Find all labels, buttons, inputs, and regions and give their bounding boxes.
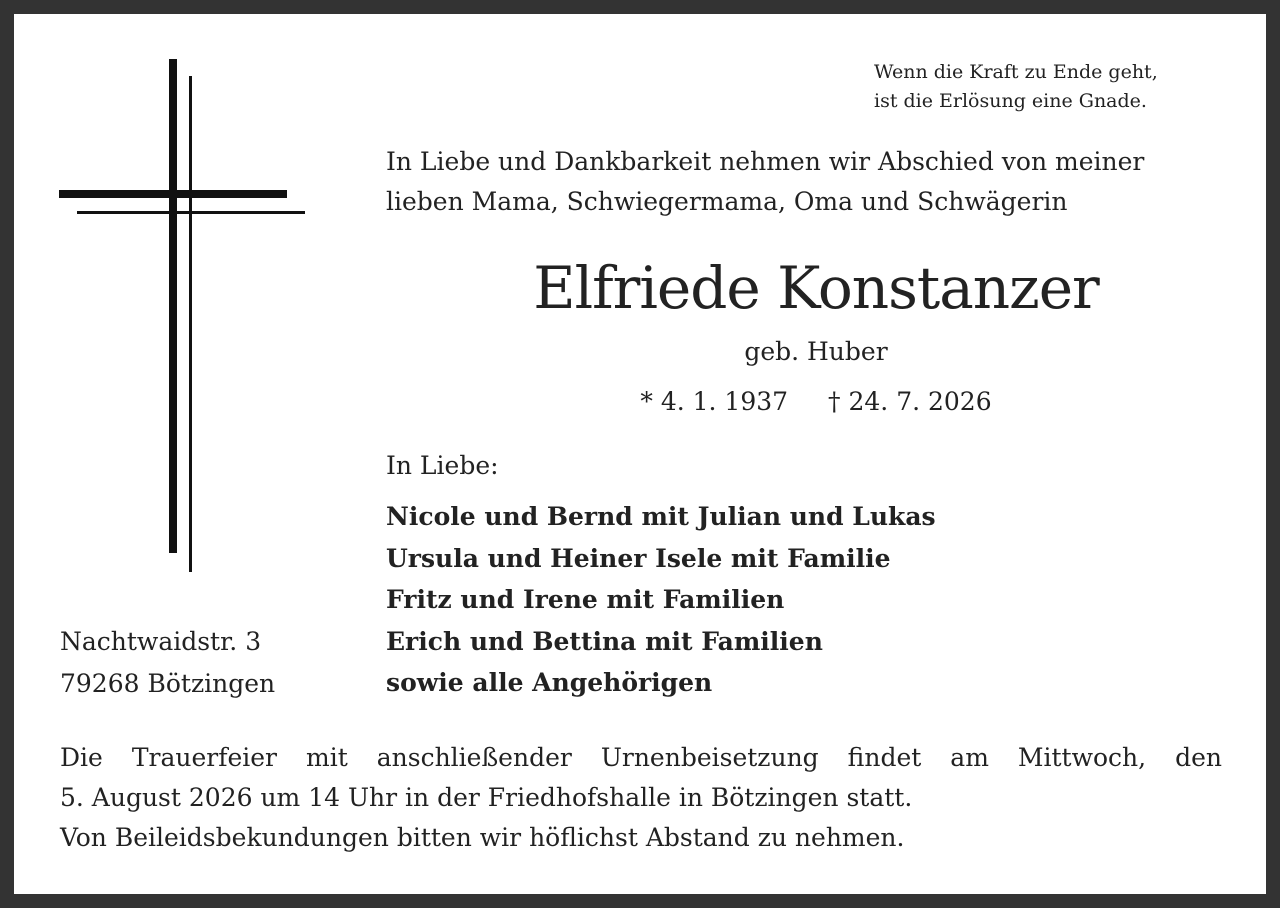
- address: [60, 621, 275, 704]
- mourner-line: sowie alle Angehörigen: [386, 668, 713, 697]
- quote-line-2: ist die Erlösung eine Gnade.: [874, 90, 1147, 112]
- mourners-list: [386, 496, 936, 704]
- cross-vertical-thin-bar: [189, 76, 192, 572]
- quote-line-1: Wenn die Kraft zu Ende geht,: [874, 61, 1158, 83]
- mourner-line: Erich und Bettina mit Familien: [386, 626, 823, 656]
- cross-vertical-thick-bar: [169, 59, 177, 553]
- condolence-note: Von Beileidsbekundungen bitten wir höflichst Abstand zu nehmen.: [60, 823, 905, 852]
- life-dates: [386, 382, 1246, 422]
- obituary-notice: [14, 14, 1266, 894]
- funeral-details-line-2: 5. August 2026 um 14 Uhr in der Friedhofshalle in Bötzingen statt.: [60, 783, 913, 812]
- mourner-line: Ursula und Heiner Isele mit Familie: [386, 543, 891, 573]
- intro-line-1: In Liebe und Dankbarkeit nehmen wir Abschied von meiner: [386, 147, 1145, 176]
- birth-date: * 4. 1. 1937: [640, 387, 789, 416]
- intro-line-2: lieben Mama, Schwiegermama, Oma und Schwägerin: [386, 187, 1068, 216]
- maiden-name: geb. Huber: [744, 337, 888, 366]
- cross-horizontal-thin-bar: [77, 211, 305, 214]
- address-street: Nachtwaidstr. 3: [60, 627, 262, 656]
- mourner-line: Nicole und Bernd mit Julian und Lukas: [386, 502, 936, 531]
- in-love-label: In Liebe:: [386, 451, 499, 480]
- cross-horizontal-thick-bar: [59, 190, 287, 198]
- mourner-line: Fritz und Irene mit Familien: [386, 585, 785, 614]
- death-date: † 24. 7. 2026: [828, 387, 992, 416]
- funeral-details: [60, 738, 1222, 858]
- address-city: 79268 Bötzingen: [60, 668, 276, 698]
- funeral-details-line-1: Die Trauerfeier mit anschließender Urnenbeisetzung findet am Mittwoch, den: [60, 743, 1222, 772]
- deceased-name: Elfriede Konstanzer: [533, 254, 1099, 322]
- intro-text: [386, 142, 1144, 222]
- quote: [874, 58, 1234, 116]
